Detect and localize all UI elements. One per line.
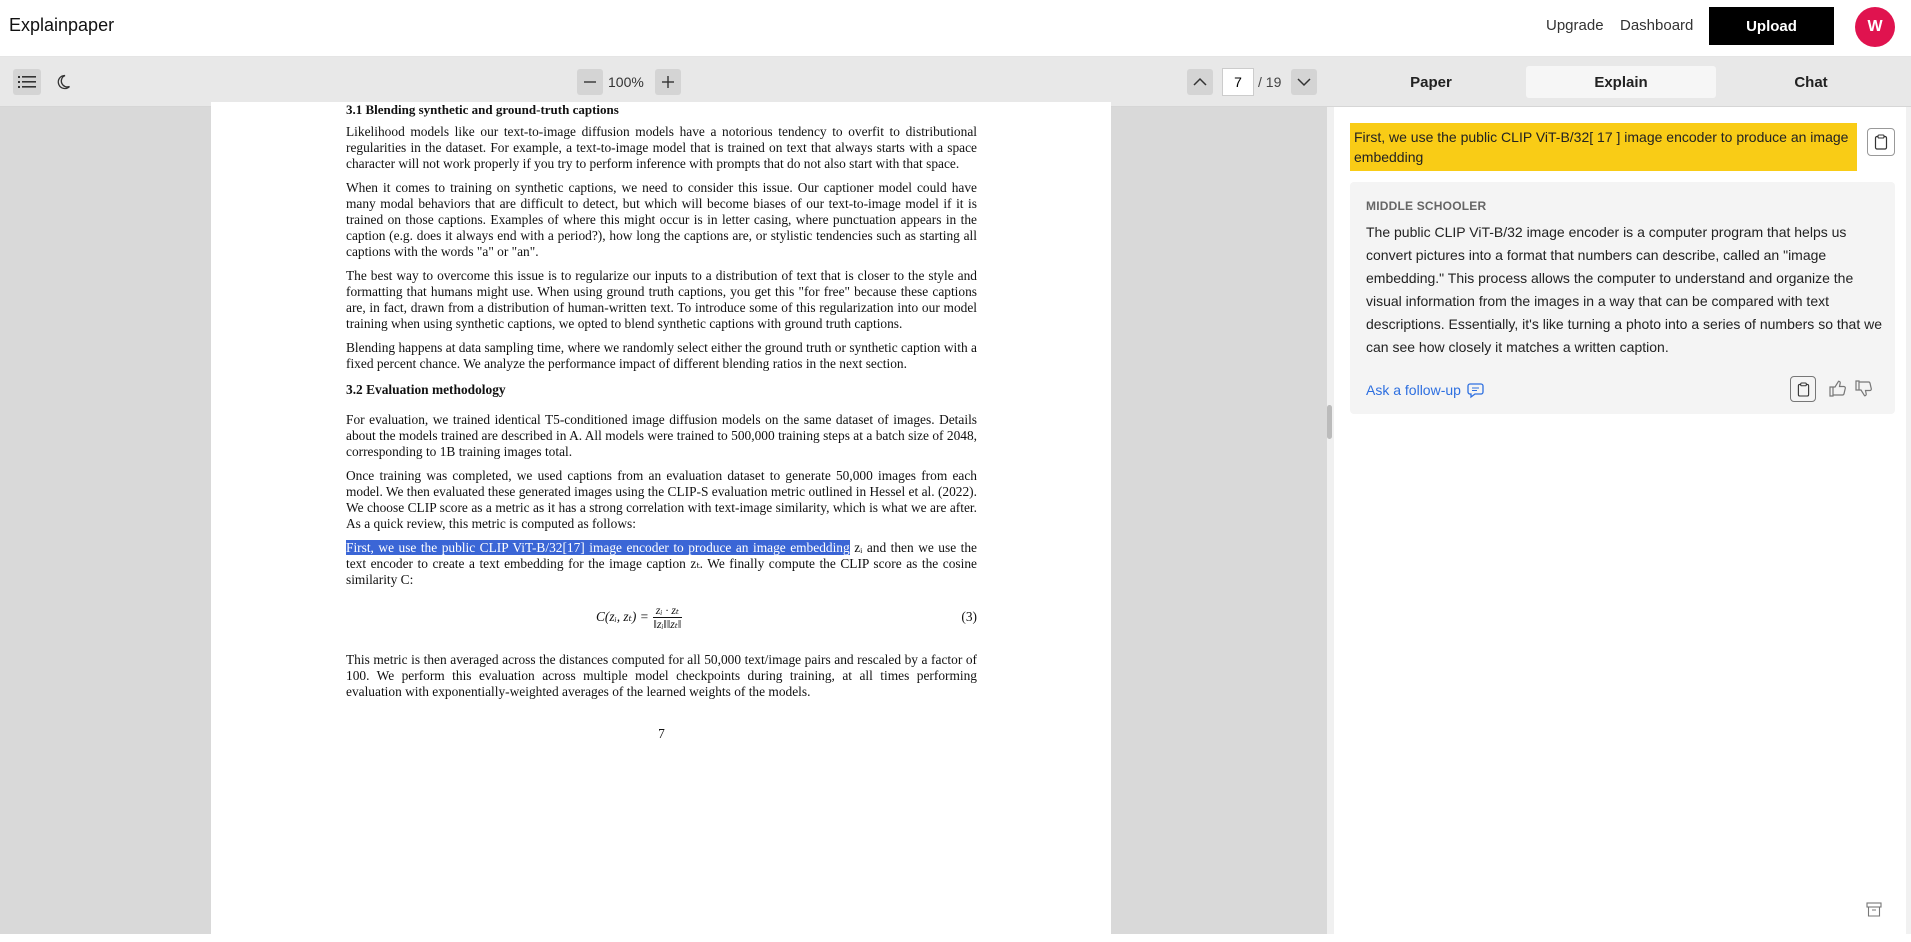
equation-numerator: zᵢ · zₜ: [653, 604, 682, 618]
section-heading-cut: 3.1 Blending synthetic and ground-truth captions: [346, 102, 619, 117]
selected-text[interactable]: First, we use the public CLIP ViT-B/32[17] image encoder to produce an image embedding: [346, 540, 850, 555]
tab-chat[interactable]: Chat: [1794, 73, 1828, 91]
paragraph[interactable]: This metric is then averaged across the distances computed for all 50,000 text/image pairs and rescaled by a factor of 100. We perform this evaluation across multiple model checkpoints during training, at all times performing evaluation with exponentially-weighted averages of the learned weights of the models.: [346, 652, 977, 699]
page-number-input[interactable]: [1222, 68, 1254, 96]
page-footer-number: 7: [658, 726, 665, 741]
highlighted-quote: First, we use the public CLIP ViT-B/32[ 17 ] image encoder to produce an image embedding: [1350, 123, 1857, 171]
explanation-card: [1350, 182, 1895, 414]
paragraph[interactable]: The best way to overcome this issue is to regularize our inputs to a distribution of text that is closer to the style and formatting that humans might use. When using ground truth captions, you get this "for free" because these captions are, in fact, drawn from a distribution of human-written text. To introduce some of this regularization into our model training when using synthetic captions, we opted to blend synthetic captions with ground truth captions.: [346, 268, 977, 331]
pdf-toolbar: [0, 57, 1327, 107]
clipboard-icon: [1797, 382, 1810, 397]
upload-button[interactable]: Upload: [1709, 7, 1834, 45]
total-pages: / 19: [1258, 74, 1282, 90]
equation-body: [596, 604, 682, 631]
brand-logo[interactable]: Explainpaper: [9, 15, 115, 35]
paragraph-text[interactable]: zᵢ and then we use the text encoder to create a text embedding for the image caption zₜ. We finally compute the CLIP score as the cosine similarity C:: [346, 540, 977, 587]
pdf-page: [211, 102, 1111, 942]
thumbs-up-icon[interactable]: [1827, 377, 1849, 399]
paragraph[interactable]: [346, 540, 977, 588]
archive-icon[interactable]: [1863, 898, 1885, 920]
paragraph[interactable]: When it comes to training on synthetic captions, we need to consider this issue. Our captioner model could have many modal behaviors that are difficult to detect, but which will become biases of our text-to-image model if it is trained on those captions. Examples of where this might occur is in letter casing, where punctuation appears in the caption (e.g. does it always end with a period?), how long the captions are, or stylistic tendencies such as starting all captions with the words "a" or "an".: [346, 180, 977, 259]
tab-paper[interactable]: Paper: [1410, 73, 1452, 91]
paragraph[interactable]: Likelihood models like our text-to-image diffusion models have a notorious tendency to overfit to distributional regularities in the dataset. For example, a text-to-image model that is trained on text that always starts with a space character will not work properly if you try to perform inference with prompts that do not also start with that space.: [346, 124, 977, 171]
zoom-level: 100%: [608, 74, 644, 90]
ask-followup-link[interactable]: [1366, 382, 1485, 398]
outline-list-icon[interactable]: [13, 69, 41, 95]
equation: [346, 598, 977, 636]
paragraph[interactable]: Once training was completed, we used captions from an evaluation dataset to generate 50,000 images from each model. We then evaluated these generated images using the CLIP-S evaluation metric outlined in Hessel et al. (2022). We choose CLIP score as a metric as it has a strong correlation with text-image similarity, which is what we are after. As a quick review, this metric is computed as follows:: [346, 468, 977, 531]
pdf-viewer[interactable]: [0, 102, 1327, 934]
resize-handle[interactable]: [1327, 405, 1332, 439]
paragraph[interactable]: For evaluation, we trained identical T5-conditioned image diffusion models on the same dataset of images. Details about the models trained are described in A. All models were trained to 500,000 training steps at a batch size of 2048, corresponding to 1B training images total.: [346, 412, 977, 459]
zoom-in-button[interactable]: [655, 69, 681, 95]
reading-level: MIDDLE SCHOOLER: [1366, 199, 1487, 213]
thumbs-down-icon[interactable]: [1853, 377, 1875, 399]
panel-divider: [1327, 107, 1334, 934]
followup-label[interactable]: Ask a follow-up: [1366, 382, 1461, 398]
paragraph[interactable]: Blending happens at data sampling time, where we randomly select either the ground truth or synthetic caption with a fixed percent chance. We analyze the performance impact of different blending ratios in the next section.: [346, 340, 977, 371]
section-title: 3.2 Evaluation methodology: [346, 382, 506, 397]
dark-mode-moon-icon[interactable]: [49, 69, 77, 95]
explain-panel: [1334, 107, 1911, 934]
avatar[interactable]: W: [1855, 7, 1895, 47]
top-nav: [0, 0, 1911, 57]
next-page-button[interactable]: [1291, 69, 1317, 95]
panel-scrollbar[interactable]: [1906, 107, 1911, 934]
pdf-body: [346, 124, 977, 742]
upgrade-link[interactable]: Upgrade: [1546, 17, 1604, 34]
clipboard-icon: [1874, 134, 1888, 150]
copy-quote-button[interactable]: [1867, 128, 1895, 156]
chat-bubble-icon: [1467, 382, 1485, 398]
explanation-text: The public CLIP ViT-B/32 image encoder is a computer program that helps us convert pictures into a format that numbers can describe, called an "image embedding." This process allows the computer to understand and organize the visual information from the images in a way that can be compared with text descriptions. Essentially, it's like turning a photo into a series of numbers so that we can see how closely it matches a written caption.: [1366, 224, 1883, 355]
zoom-out-button[interactable]: [577, 69, 603, 95]
equation-denominator: ‖zᵢ‖‖zₜ‖: [653, 616, 682, 631]
equation-label: (3): [961, 609, 977, 624]
previous-page-button[interactable]: [1187, 69, 1213, 95]
panel-tabs: [1327, 57, 1911, 107]
equation-lhs: C(zᵢ, zₜ) =: [596, 609, 649, 624]
equation-fraction: [653, 604, 682, 631]
dashboard-link[interactable]: Dashboard: [1620, 17, 1694, 34]
copy-answer-button[interactable]: [1790, 376, 1816, 402]
tab-explain[interactable]: Explain: [1526, 66, 1716, 98]
